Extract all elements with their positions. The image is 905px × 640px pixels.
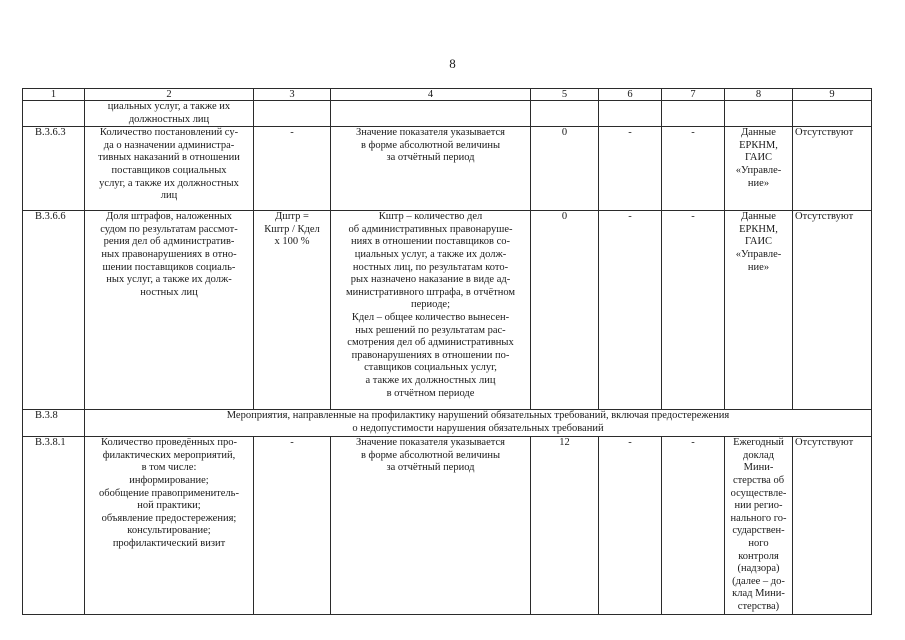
indicator-description bbox=[331, 101, 531, 127]
indicator-description: Значение показателя указывается в форме абсолютной величины за отчётный период bbox=[331, 127, 531, 211]
indicator-value bbox=[531, 101, 599, 127]
indicator-col7 bbox=[662, 101, 725, 127]
indicator-code: В.3.6.3 bbox=[23, 127, 85, 211]
indicator-name: циальных услуг, а также их должностных лиц bbox=[85, 101, 254, 127]
indicator-formula: - bbox=[254, 437, 331, 614]
column-header: 1 bbox=[23, 89, 85, 101]
indicator-formula: - bbox=[254, 127, 331, 211]
indicator-formula: Дштр = Кштр / Кдел х 100 % bbox=[254, 211, 331, 410]
table-row bbox=[23, 211, 872, 410]
column-header: 8 bbox=[725, 89, 793, 101]
indicator-note: Отсутствуют bbox=[793, 211, 872, 410]
column-header: 9 bbox=[793, 89, 872, 101]
indicator-code: В.3.6.6 bbox=[23, 211, 85, 410]
indicator-note: Отсутствуют bbox=[793, 127, 872, 211]
indicator-source: Данные ЕРКНМ, ГАИС «Управле- ние» bbox=[725, 127, 793, 211]
indicator-code: В.3.8.1 bbox=[23, 437, 85, 614]
column-header: 2 bbox=[85, 89, 254, 101]
section-code: В.3.8 bbox=[23, 410, 85, 437]
indicator-col7: - bbox=[662, 211, 725, 410]
indicator-description: Кштр – количество дел об административных правонаруше- ниях в отношении поставщиков со- циальных услуг, а также их долж- ностных лиц, по результатам кото- рых назначено наказание в виде ад- министративного штрафа, в отчётном периоде; Кдел – общее количество вынесен- ных решений по результатам рас- смотрения дел об административных правонарушениях в отношении по- ставщиков социальных услуг, а также их должностных лиц в отчётном периоде bbox=[331, 211, 531, 410]
indicator-description: Значение показателя указывается в форме абсолютной величины за отчётный период bbox=[331, 437, 531, 614]
section-row bbox=[23, 410, 872, 437]
indicators-table bbox=[22, 88, 872, 615]
indicator-col6 bbox=[599, 101, 662, 127]
indicator-col6: - bbox=[599, 211, 662, 410]
indicator-col7: - bbox=[662, 437, 725, 614]
indicator-name: Доля штрафов, наложенных судом по результатам рассмот- рения дел об административ- ных правонарушениях в отно- шении поставщиков социаль- ных услуг, а также их долж- ностных лиц bbox=[85, 211, 254, 410]
column-header: 6 bbox=[599, 89, 662, 101]
column-header: 4 bbox=[331, 89, 531, 101]
indicator-col6: - bbox=[599, 437, 662, 614]
indicator-source: Данные ЕРКНМ, ГАИС «Управле- ние» bbox=[725, 211, 793, 410]
indicator-code bbox=[23, 101, 85, 127]
page-number: 8 bbox=[449, 56, 456, 71]
table-row bbox=[23, 437, 872, 614]
indicator-col7: - bbox=[662, 127, 725, 211]
table-row bbox=[23, 127, 872, 211]
indicator-note: Отсутствуют bbox=[793, 437, 872, 614]
section-title: Мероприятия, направленные на профилактику нарушений обязательных требований, включая предостережения о недопустимости нарушения обязательных требований bbox=[85, 410, 872, 437]
indicator-formula bbox=[254, 101, 331, 127]
indicator-value: 0 bbox=[531, 211, 599, 410]
indicator-value: 0 bbox=[531, 127, 599, 211]
indicator-name: Количество постановлений су- да о назначении администра- тивных наказаний в отношении поставщиков социальных услуг, а также их должностных лиц bbox=[85, 127, 254, 211]
column-header: 5 bbox=[531, 89, 599, 101]
indicator-note bbox=[793, 101, 872, 127]
column-header-row bbox=[23, 89, 872, 101]
column-header: 3 bbox=[254, 89, 331, 101]
column-header: 7 bbox=[662, 89, 725, 101]
indicator-value: 12 bbox=[531, 437, 599, 614]
table-row bbox=[23, 101, 872, 127]
indicator-source: Ежегодный доклад Мини- стерства об осуществле- нии регио- нального го- сударствен- ного контроля (надзора) (далее – до- клад Мини- стерства) bbox=[725, 437, 793, 614]
indicator-col6: - bbox=[599, 127, 662, 211]
indicator-name: Количество проведённых про- филактических мероприятий, в том числе: информирование; обобщение правоприменитель- ной практики; объявление предостережения; консультирование; профилактический визит bbox=[85, 437, 254, 614]
indicator-source bbox=[725, 101, 793, 127]
